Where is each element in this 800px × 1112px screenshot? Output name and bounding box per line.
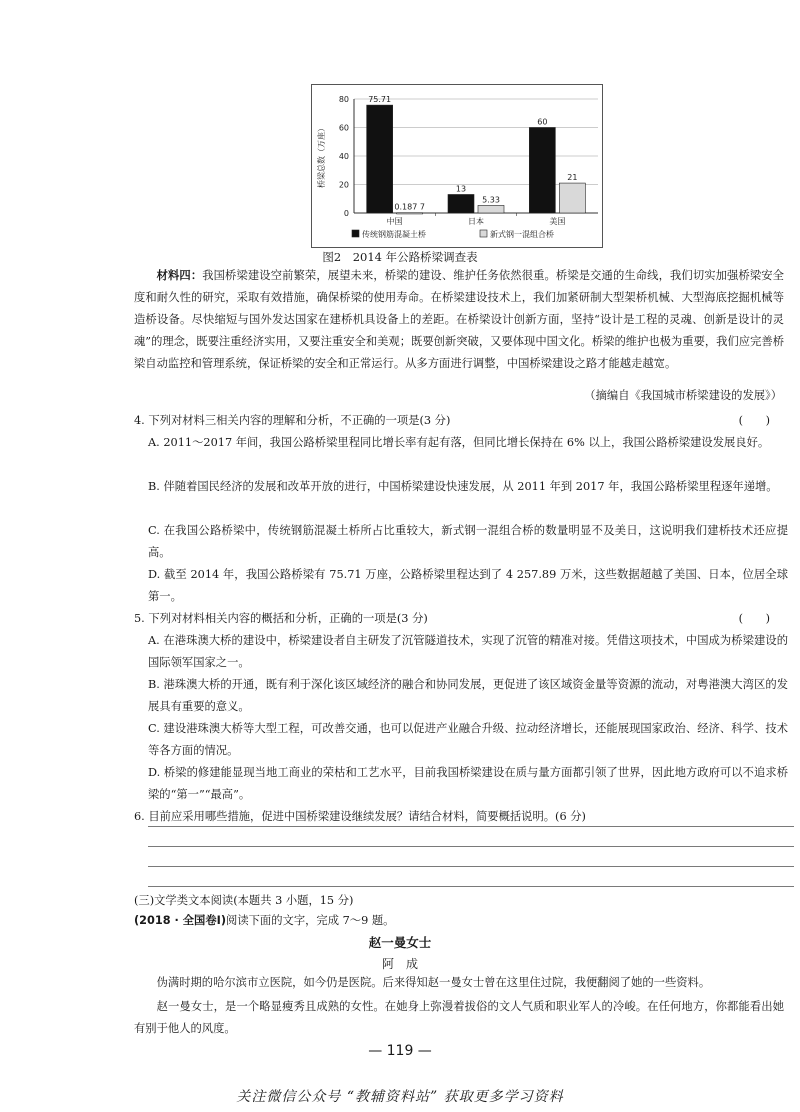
question-4-answer-blank[interactable]: ( ) (738, 414, 770, 427)
legend-swatch (480, 230, 487, 237)
x-tick-label: 美国 (549, 217, 566, 226)
exam-source-tag: (2018 · 全国卷Ⅰ) (134, 914, 227, 927)
bar-value-label: 5.33 (482, 195, 500, 205)
y-tick-label: 40 (338, 152, 349, 161)
story-author: 阿 成 (381, 957, 418, 971)
material-source: （摘编自《我国城市桥梁建设的发展》） (584, 389, 782, 402)
question-5-answer-blank[interactable]: ( ) (738, 612, 770, 625)
question-5-option-c[interactable]: C. 建设港珠澳大桥等大型工程，可改善交通，也可以促进产业融合升级、拉动经济增长，还能展现国家政治、经济、科学、技术等各方面的情况。 (148, 722, 788, 757)
x-tick-label: 中国 (386, 217, 403, 226)
y-tick-label: 80 (338, 95, 349, 104)
bar-composite (478, 205, 504, 213)
question-5-option-b[interactable]: B. 港珠澳大桥的开通，既有利于深化该区域经济的融合和协同发展，更促进了该区域资金量等资源的流动，对粤港澳大湾区的发展具有重要的意义。 (148, 678, 788, 713)
section-three-instruction (134, 911, 394, 931)
x-tick-label: 日本 (468, 217, 484, 226)
y-tick-label: 60 (338, 123, 349, 133)
bridge-chart-frame (311, 84, 603, 248)
bar-value-label: 60 (537, 117, 548, 127)
y-axis-label: 桥梁总数（万座） (317, 124, 326, 188)
question-4-stem (134, 410, 784, 432)
material-four-text: 我国桥梁建设空前繁荣，展望未来，桥梁的建设、维护任务依然很重。桥梁是交通的生命线，我们切实加强桥梁安全度和耐久性的研究，采取有效措施，确保桥梁的使用寿命。在桥梁建设技术上，我们加紧研制大型架桥机械、大型海底挖掘机械等造桥设备。尽快缩短与国外发达国家在建桥机具设备上的差距。在桥梁设计创新方面，坚持“设计是工程的灵魂、创新是设计的灵魂”的理念，既要注重经济实用，又要注重安全和美观；既要创新突破，又要体现中国文化。桥梁的维护也极为重要，我们应完善桥梁自动监控和管理系统，保证桥梁的安全和正常运行。从多方面进行调整，中国桥梁建设之路才能越走越宽。 (134, 269, 784, 370)
bar-value-label: 0.187 7 (394, 202, 425, 212)
question-5-option-d[interactable]: D. 桥梁的修建能显现当地工商业的荣枯和工艺水平，目前我国桥梁建设在质与量方面都引领了世界，因此地方政府可以不追求桥梁的“第一”“最高”。 (148, 766, 788, 801)
bridge-bar-chart (312, 85, 602, 247)
legend-label: 新式钢一混组合桥 (490, 230, 554, 239)
footer-note: 关注微信公众号 “教辅资料站” 获取更多学习资料 (236, 1089, 564, 1105)
question-5-text: 5. 下列对材料相关内容的概括和分析，正确的一项是(3 分) (134, 612, 428, 625)
question-4-option-d[interactable]: D. 截至 2014 年，我国公路桥梁有 75.71 万座，公路桥梁里程达到了 4 257.89 万米，这些数据超越了美国、日本，位居全球第一。 (148, 568, 788, 603)
question-4-option-a[interactable]: A. 2011～2017 年间，我国公路桥梁里程同比增长率有起有落，但同比增长保持在 6% 以上，我国公路桥梁建设发展良好。 (148, 436, 770, 449)
question-6-stem: 6. 目前应采用哪些措施，促进中国桥梁建设继续发展？请结合材料，简要概括说明。(6 分) (134, 810, 586, 823)
y-tick-label: 0 (343, 209, 349, 218)
bar-value-label: 13 (455, 184, 467, 194)
legend-label: 传统钢筋混凝土桥 (362, 230, 426, 239)
bar-value-label: 75.71 (368, 95, 392, 105)
bar-traditional (448, 194, 474, 213)
question-5-option-a[interactable]: A. 在港珠澳大桥的建设中，桥梁建设者自主研发了沉管隧道技术，实现了沉管的精准对接。凭借这项技术，中国成为桥梁建设的国际领军国家之一。 (148, 634, 788, 669)
answer-line-3[interactable] (148, 866, 794, 867)
bar-traditional (367, 105, 393, 213)
page-number: — 119 — (368, 1043, 432, 1059)
instruction-text: 阅读下面的文字，完成 7～9 题。 (226, 914, 395, 927)
material-four-lead: 材料四： (156, 269, 203, 282)
material-four-paragraph (134, 265, 784, 375)
bar-composite (397, 213, 423, 214)
story-paragraph-2: 赵一曼女士，是一个略显瘦秀且成熟的女性。在她身上弥漫着拔俗的文人气质和职业军人的冷峻。在任何地方，你都能看出她有别于他人的风度。 (134, 1000, 784, 1035)
legend-swatch (352, 230, 359, 237)
question-5-stem (134, 608, 784, 630)
answer-line-4[interactable] (148, 886, 794, 887)
answer-line-2[interactable] (148, 846, 794, 847)
story-title: 赵一曼女士 (368, 935, 432, 950)
bar-value-label: 21 (567, 173, 578, 183)
question-4-option-c[interactable]: C. 在我国公路桥梁中，传统钢筋混凝土桥所占比重较大，新式钢一混组合桥的数量明显不及美日，这说明我们建桥技术还应提高。 (148, 524, 788, 559)
y-tick-label: 20 (338, 180, 349, 190)
bar-traditional (529, 128, 555, 214)
answer-line-1[interactable] (148, 826, 794, 827)
story-paragraph-1: 伪满时期的哈尔滨市立医院，如今仍是医院。后来得知赵一曼女士曾在这里住过院，我便翻阅了她的一些资料。 (156, 976, 711, 989)
question-4-text: 4. 下列对材料三相关内容的理解和分析，不正确的一项是(3 分) (134, 414, 451, 427)
section-three-heading: (三)文学类文本阅读(本题共 3 小题，15 分) (134, 894, 354, 907)
question-4-option-b[interactable]: B. 伴随着国民经济的发展和改革开放的进行，中国桥梁建设快速发展，从 2011 年到 2017 年，我国公路桥梁里程逐年递增。 (148, 480, 778, 493)
chart-caption: 图2 2014 年公路桥梁调查表 (322, 250, 478, 264)
bar-composite (559, 183, 585, 213)
